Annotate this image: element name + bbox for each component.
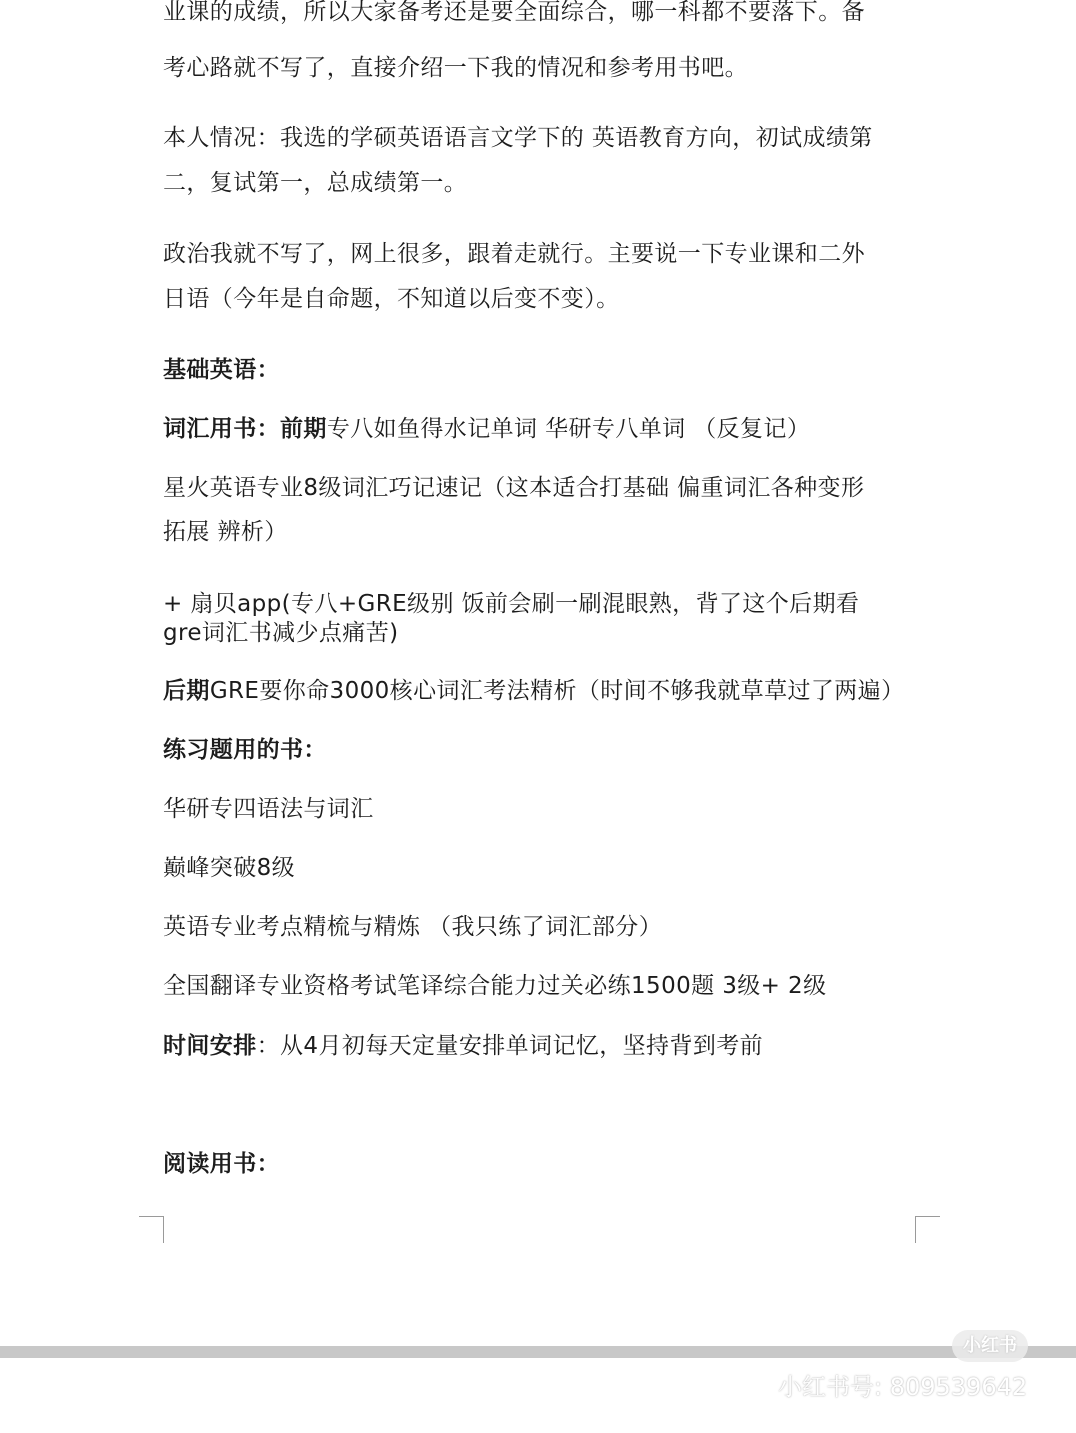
text-line-4-body: 二，复试第一，总成绩第一。 bbox=[163, 170, 468, 196]
section-heading-exercise-books bbox=[163, 735, 327, 765]
watermark-logo: 小红书 bbox=[952, 1330, 1028, 1362]
text-line-17-body: 英语专业考点精梳与精炼 （我只练了词汇部分） bbox=[163, 914, 663, 940]
page-margin-corner-right bbox=[915, 1216, 940, 1243]
text-line-15 bbox=[163, 794, 374, 824]
text-line-12-body: gre词汇书减少点痛苦) bbox=[163, 620, 399, 646]
text-line-10-body: 拓展 辨析） bbox=[163, 519, 288, 545]
text-line-12 bbox=[163, 618, 398, 648]
text-line-15-body: 华研专四语法与词汇 bbox=[163, 796, 374, 822]
text-line-2 bbox=[163, 53, 748, 83]
text-line-5-body: 政治我就不写了，网上很多，跟着走就行。主要说一下专业课和二外 bbox=[163, 241, 865, 267]
text-line-4 bbox=[163, 168, 467, 198]
text-line-1 bbox=[163, 0, 865, 27]
text-line-11 bbox=[163, 589, 859, 619]
text-line-5 bbox=[163, 239, 865, 269]
text-line-2-body: 考心路就不写了，直接介绍一下我的情况和参考用书吧。 bbox=[163, 55, 748, 81]
page-margin-corner-left bbox=[139, 1216, 164, 1243]
text-line-schedule bbox=[163, 1031, 763, 1061]
text-line-6-body: 日语（今年是自命题，不知道以后变不变）。 bbox=[163, 286, 620, 312]
text-line-6 bbox=[163, 284, 620, 314]
text-line-11-body: + 扇贝app(专八+GRE级别 饭前会刷一刷混眼熟，背了这个后期看 bbox=[163, 591, 860, 617]
section-heading-reading-books bbox=[163, 1149, 280, 1179]
text-line-10 bbox=[163, 517, 288, 547]
text-line-vocab-books-body: 专八如鱼得水记单词 华研专八单词 （反复记） bbox=[326, 416, 811, 442]
section-heading-basic-english bbox=[163, 355, 280, 385]
text-line-vocab-books-bold: 词汇用书：前期 bbox=[163, 416, 327, 442]
text-line-16 bbox=[163, 853, 295, 883]
page-separator-bar bbox=[0, 1346, 1076, 1358]
text-line-9 bbox=[163, 473, 864, 503]
text-line-1-body: 业课的成绩，所以大家备考还是要全面综合，哪一科都不要落下。备 bbox=[163, 0, 865, 25]
text-line-18-body: 全国翻译专业资格考试笔译综合能力过关必练1500题 3级+ 2级 bbox=[163, 973, 827, 999]
section-heading-reading-books-bold: 阅读用书： bbox=[163, 1151, 280, 1177]
watermark-id: 小红书号: 809539642 bbox=[778, 1373, 1028, 1401]
text-line-3-body: 本人情况：我选的学硕英语语言文学下的 英语教育方向，初试成绩第 bbox=[163, 125, 873, 151]
text-line-schedule-body: ：从4月初每天定量安排单词记忆，坚持背到考前 bbox=[256, 1033, 764, 1059]
text-line-3 bbox=[163, 123, 873, 153]
text-line-vocab-books bbox=[163, 414, 810, 444]
text-line-schedule-bold: 时间安排 bbox=[163, 1033, 257, 1059]
text-line-13-body: GRE要你命3000核心词汇考法精析（时间不够我就草草过了两遍） bbox=[209, 678, 905, 704]
text-line-16-body: 巅峰突破8级 bbox=[163, 855, 296, 881]
section-heading-basic-english-bold: 基础英语： bbox=[163, 357, 280, 383]
text-line-13 bbox=[163, 676, 904, 706]
text-line-17 bbox=[163, 912, 662, 942]
text-line-13-bold: 后期 bbox=[163, 678, 210, 704]
section-heading-exercise-books-bold: 练习题用的书： bbox=[163, 737, 327, 763]
text-line-18 bbox=[163, 971, 827, 1001]
text-line-9-body: 星火英语专业8级词汇巧记速记（这本适合打基础 偏重词汇各种变形 bbox=[163, 475, 865, 501]
